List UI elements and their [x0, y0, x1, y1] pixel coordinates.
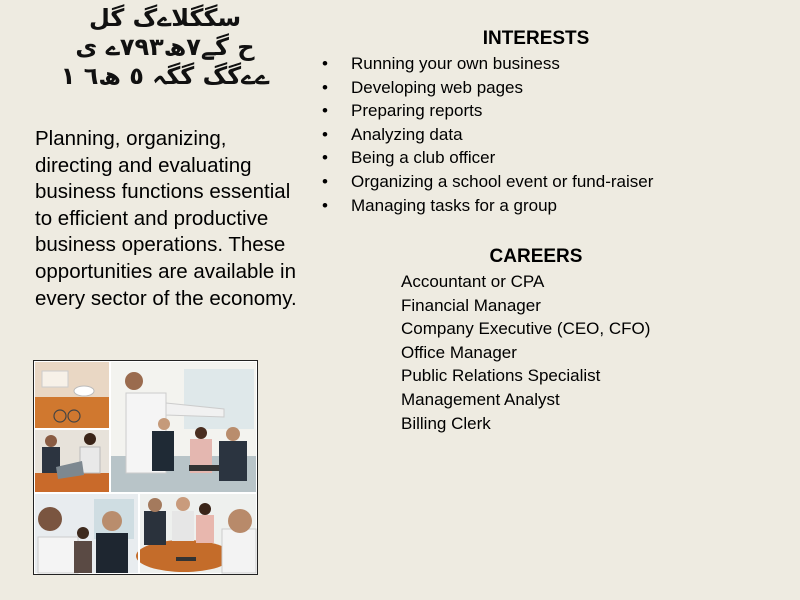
interest-text: Organizing a school event or fund-raiser	[351, 171, 654, 191]
interest-text: Running your own business	[351, 54, 560, 73]
interest-text: Analyzing data	[351, 124, 463, 144]
list-item	[322, 123, 653, 147]
presenter-photo	[111, 362, 256, 493]
interests-heading: INTERESTS	[482, 28, 590, 49]
career-item: Office Manager	[401, 342, 517, 362]
list-item	[322, 146, 653, 170]
bullet-icon: •	[322, 77, 328, 97]
career-item: Billing Clerk	[401, 413, 491, 433]
list-item	[322, 194, 653, 218]
interest-text: Preparing reports	[351, 101, 483, 121]
career-item: Company Executive (CEO, CFO)	[401, 319, 651, 339]
bullet-icon: •	[322, 171, 328, 191]
page-title	[40, 4, 290, 91]
list-item	[322, 170, 653, 194]
bullet-icon: •	[322, 195, 328, 215]
interest-text: Being a club officer	[351, 148, 496, 168]
career-item: Management Analyst	[401, 389, 560, 409]
laptop-photo	[35, 430, 109, 492]
desk-photo	[35, 362, 109, 428]
meeting-photo	[136, 494, 256, 573]
interests-list	[322, 52, 653, 217]
interest-text: Developing web pages	[351, 77, 524, 97]
business-meeting-photo-collage	[33, 360, 258, 575]
interest-text: Managing tasks for a group	[351, 195, 558, 215]
careers-heading: CAREERS	[489, 246, 583, 267]
career-item: Accountant or CPA	[401, 272, 545, 291]
career-item: Public Relations Specialist	[401, 366, 601, 386]
team-photo	[35, 494, 138, 573]
list-item	[322, 99, 653, 123]
list-item	[322, 76, 653, 100]
careers-list	[401, 270, 650, 435]
title-line: ح گے٧ھ٧٩٣ے ی	[75, 33, 255, 61]
bullet-icon: •	[322, 148, 328, 168]
title-line: ےےگگ گگہ ٥ ھ٦ ١	[60, 62, 270, 90]
bullet-icon: •	[322, 101, 328, 121]
list-item	[322, 52, 653, 76]
description-text: Planning, organizing, directing and evaluating business functions essential to efficient and productive business operations. These opportunities are available in every sector of the economy.	[35, 127, 297, 310]
bullet-icon: •	[322, 54, 328, 73]
bullet-icon: •	[322, 124, 328, 144]
title-line: سگگلاےگ گل	[88, 4, 242, 32]
career-item: Financial Manager	[401, 295, 541, 315]
